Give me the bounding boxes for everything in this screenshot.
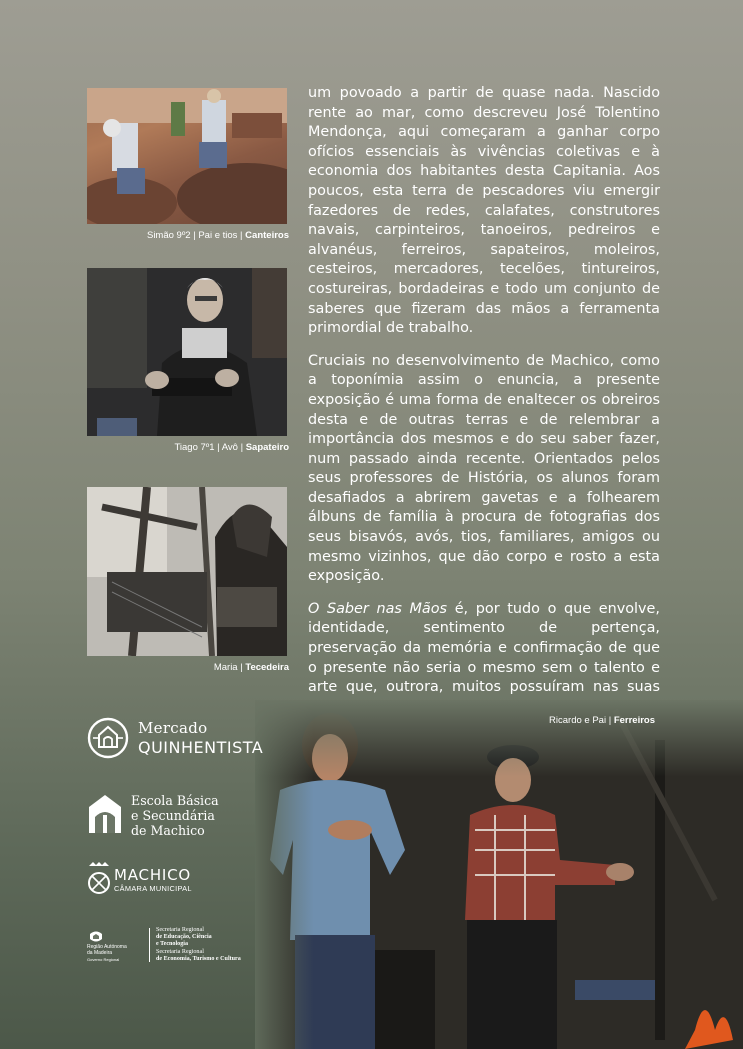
caption-canteiros-prefix: Simão 9º2 | Pai e tios | <box>146 230 246 241</box>
machico-word: MACHICO <box>114 866 191 884</box>
governo-regional-text: Governo Regional <box>87 957 120 962</box>
secretaria-economia-line-2: de Economia, Turismo e Cultura <box>156 956 241 962</box>
quinhentista-word: QUINHENTISTA <box>138 738 264 757</box>
mercado-emblem-icon <box>87 717 129 759</box>
photo-tecedeira <box>87 487 287 656</box>
intro-text <box>308 84 660 730</box>
caption-ferreiros-prefix: Ricardo e Pai | <box>549 715 614 726</box>
escola-line-3: de Machico <box>131 823 205 838</box>
tecedeira-photo-art <box>87 487 287 656</box>
paragraph-2: Cruciais no desenvolvimento de Machico, como a toponímia assim o enuncia, a presente exposição é uma forma de enaltecer os obreiros desta e de outras terras e de relembrar a importância dos mesmos e do seu saber fazer, num passado ainda recente. Orientados pelos seus professores de História, os alunos foram desafiados a abrirem gavetas e a folhearem álbuns de família à procura de fotografias dos seus bisavós, avós, tios, familiares, amigos ou mesmo vizinhos, que dão corpo e rosto a esta exposição. <box>308 352 660 585</box>
paragraph-3-rest: é, por tudo o que envolve, identidade, sentimento de pertença, preservação da memória e confirmação de que o presente não seria o mesmo sem o talento e arte que, outrora, muitos possuíram nas suas <box>308 600 660 696</box>
caption-tecedeira <box>214 662 289 673</box>
governo-divider <box>149 928 150 962</box>
logo-mercado-quinhentista <box>87 716 267 762</box>
camara-municipal-word: CÂMARA MUNICIPAL <box>114 884 192 893</box>
caption-sapateiro <box>174 442 289 453</box>
da-madeira-text: da Madeira <box>87 950 113 956</box>
photo-sapateiro <box>87 268 287 436</box>
photo-canteiros <box>87 88 287 224</box>
regiao-autonoma-text: Região Autónoma <box>87 944 127 950</box>
machico-crest-icon <box>87 862 111 896</box>
exhibition-title: O Saber nas Mãos <box>308 600 448 617</box>
sapateiro-photo-art <box>87 268 287 436</box>
paragraph-1: um povoado a partir de quase nada. Nascido rente ao mar, como descreveu José Tolentino Mendonça, aqui começaram a ganhar corpo ofícios essenciais às vivências coletivas e à economia dos habitantes desta Capitania. Aos poucos, esta terra de pescadores viu emergir fazedores de redes, calafates, construtores navais, carpinteiros, tanoeiros, pedreiros e alvanéus, ferreiros, sapateiros, moleiros, cesteiros, mercadores, tecelões, tintureiros, costureiras, bordadeiras e todo um conjunto de saberes que fizeram das mãos a ferramenta primordial de trabalho. <box>308 85 660 337</box>
secretaria-educacao-line-3: e Tecnologia <box>156 941 188 947</box>
caption-canteiros-trade: Canteiros <box>245 230 289 241</box>
school-emblem-icon <box>87 793 123 835</box>
mercado-word: Mercado <box>138 719 208 737</box>
logo-governo-regional <box>87 928 257 964</box>
photo-ferreiros <box>255 700 743 1049</box>
escola-line-2: e Secundária <box>131 808 215 823</box>
secretaria-educacao-line-1: Secretaria Regional <box>156 927 204 933</box>
caption-tecedeira-trade: Tecedeira <box>245 662 289 673</box>
madeira-emblem-icon <box>89 930 103 944</box>
caption-sapateiro-prefix: Tiago 7º1 | Avô | <box>174 442 246 453</box>
escola-line-1: Escola Básica <box>131 793 219 808</box>
logo-escola-machico <box>87 793 257 839</box>
caption-sapateiro-trade: Sapateiro <box>245 442 289 453</box>
caption-ferreiros-trade: Ferreiros <box>613 715 655 726</box>
caption-tecedeira-prefix: Maria | <box>213 662 246 673</box>
caption-ferreiros <box>549 715 655 726</box>
caption-canteiros <box>147 230 289 241</box>
canteiros-photo-art <box>87 88 287 224</box>
ferreiros-photo-art <box>255 700 743 1049</box>
secretaria-educacao-line-2: de Educação, Ciência <box>156 934 212 940</box>
logo-machico-camara <box>87 862 227 898</box>
secretaria-economia-line-1: Secretaria Regional <box>156 949 204 955</box>
